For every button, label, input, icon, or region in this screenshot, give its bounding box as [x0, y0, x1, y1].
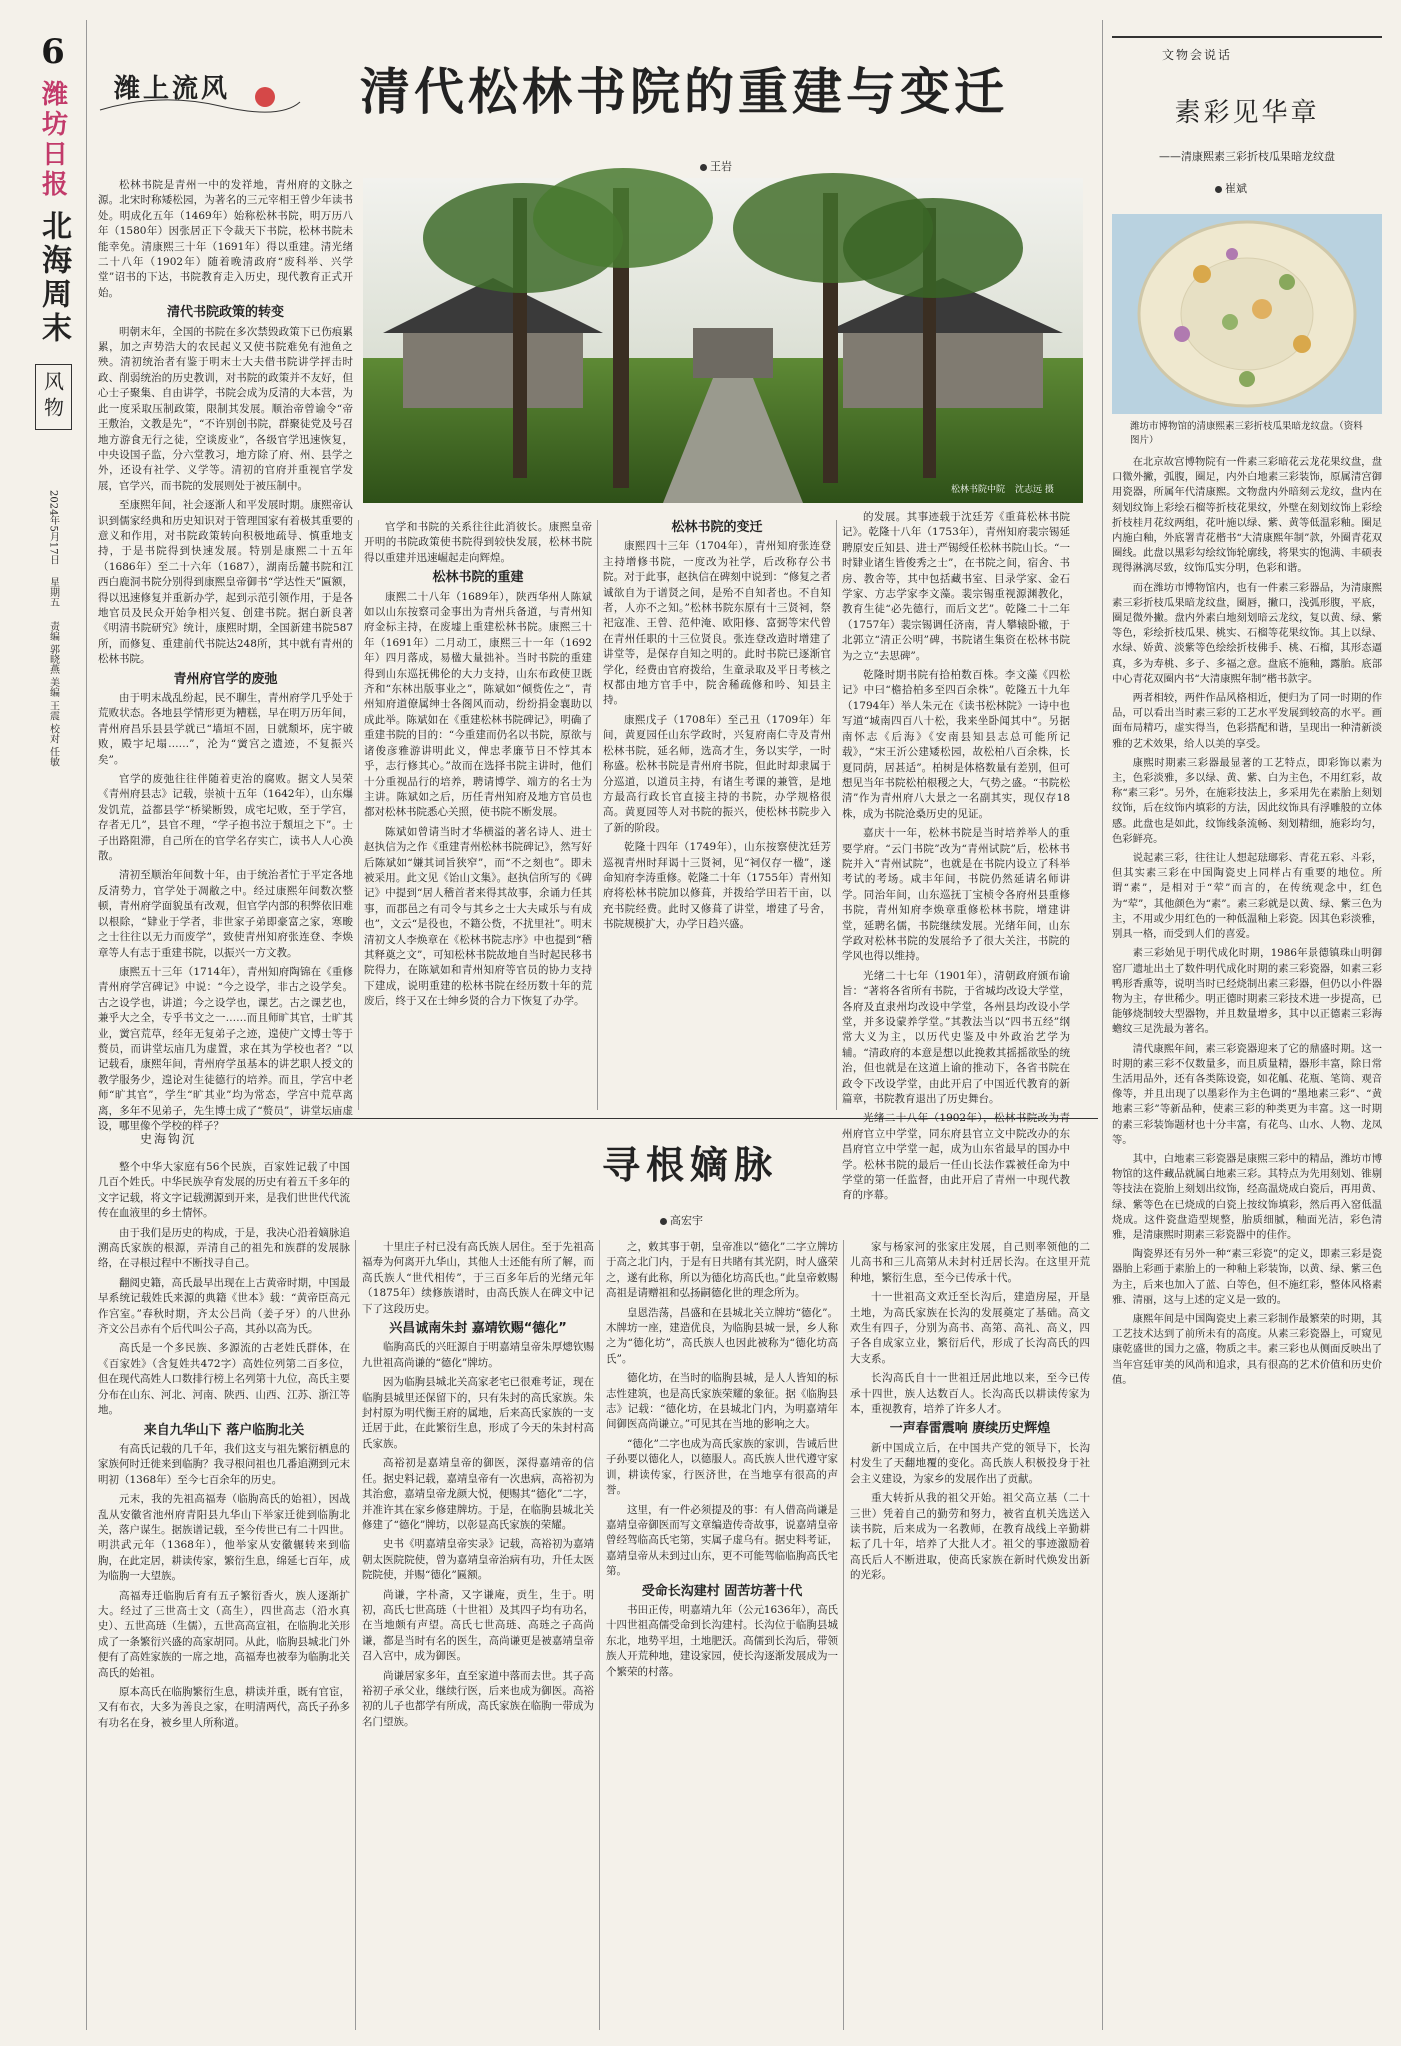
culture-author: 崔斌 [1225, 182, 1247, 195]
paragraph: 高福寿迁临朐后育有五子繁衍香火，族人逐渐扩大。经过了三世高士文（高生），四世高志（沿水真史）、五世高琏（生儒），五世高高宣祖，在临朐北关形成了一条繁衍兴盛的高家胡同。从此，临朐县城北门外便有了高姓家族的一席之地，高福寿也被奉为临朐北关高氏的始祖。 [98, 1589, 350, 1679]
paper-name: 潍坊日报 [37, 80, 68, 200]
bottom-article-divider [98, 1118, 1098, 1119]
paragraph: 康熙年间是中国陶瓷史上素三彩制作最繁荣的时期，其工艺技术达到了前所未有的高度。从素三彩瓷器上，可窥见康乾盛世的国力之盛，物质之丰。素三彩也从侧面反映出了当年宫廷审美的风尚和追求，具有很高的艺术价值和历史价值。 [1112, 1312, 1382, 1386]
section-title-newera: 一声春雷震响 赓续历史辉煌 [889, 1421, 1051, 1437]
paragraph: 元末，我的先祖高福寿（临朐高氏的始祖），因战乱从安徽省池州府青阳县九华山下举家迁徙到临朐北关，落户谋生。据族谱记载，至今传世已有二十四世。明洪武元年（1368年），他举家从安徽辗转来到临朐，在此定居，耕读传家，繁衍生息，绵延七百年，成为临朐一大望族。 [98, 1493, 350, 1583]
paragraph: 康熙四十三年（1704年），青州知府张连登主持增修书院，一度改为社学，后改称存公书院。对于此事，赵执信在碑刻中说到：“修复之者诚欲自为于谱贤之间，是殆不自知者也。不自知者，人亦不之知。”松林书院东原有十三贤祠，祭祀寇准、王曾、范仲淹、欧阳修、富弼等宋代曾在青州任职的十三位贤良。张连登改造时增建了讲堂等，是保存自知之明的。此时书院已逐渐官学化，经费由官府拨给，生童录取及平日考核之权都由地方官手中，院舍稀疏修和吟、知县主持。 [603, 540, 831, 707]
paragraph: 嘉庆十一年，松林书院是当时培养举人的重要学府。“云门书院”改为“青州试院”后，松林书院并入“青州试院”，也就是在书院内设立了科举考试的考场。咸丰年间，书院仍然延请名师讲学。同治年间，山东巡抚丁宝桢令各府州县重修书院，青州知府李焕章重修松林书院，增建讲堂，延聘名儒，书院继续发展。光绪年间，山东学政对松林书院的发展给予了很大关注，书院的学风也得以维持。 [842, 827, 1070, 963]
paragraph: 陶瓷界还有另外一种“素三彩瓷”的定义，即素三彩是瓷器胎上彩画于素胎上的一种釉上彩装饰，以黄、绿、紫三色为主，后来也加入了蓝、白等色，但不施红彩，整体风格素雅、清丽，这与上述的定义是一致的。 [1112, 1248, 1382, 1306]
main-article-col-2 [364, 520, 592, 1110]
paragraph: 皇恩浩荡，昌盛和在县城北关立牌坊“德化”。木牌坊一座，建造优良，为临朐县城一景，乡人称之为“德化坊”，高氏族人也因此被称为“德化坊高氏”。 [606, 1306, 838, 1365]
history-col-3 [606, 1240, 838, 2030]
paragraph: 说起素三彩，往往让人想起琺瑯彩、青花五彩、斗彩，但其实素三彩在中国陶瓷史上同样占有重要的地位。所谓“素”，是相对于“荤”而言的，在传统观念中，红色为“荤”，其他颜色为“素”。素三彩就是以黄、绿、紫三色为主，不用或少用红色的一种低温釉上彩瓷。因其色彩淡雅，别具一格，而受到人们的喜爱。 [1112, 852, 1382, 941]
culture-tag-text: 文物会说话 [1162, 48, 1233, 62]
paragraph: 由于明末战乱纷起，民不聊生，青州府学几乎处于荒败状态。各地县学情形更为糟糕，早在明万历年间，青州府昌乐县县学就已“墙垣不固，日就颓坏，庑宇破败，殿宇圮塌……”，沦为“黉宫之遗迹，不复振兴矣”。 [98, 692, 353, 766]
paragraph: 重大转折从我的祖父开始。祖父高立基（二十三世）凭着自己的勤劳和努力，被省直机关选送入读书院，后来成为一名教师，在教育战线上辛勤耕耘了几十年，培养了大批人才。祖父的事迹激励着高氏后人不断进取，使高氏家族在新时代焕发出新的光彩。 [850, 1492, 1090, 1582]
page-number: 6 [41, 32, 65, 72]
photo-caption: 松林书院中院 [951, 485, 1006, 495]
author-bullet-icon [660, 1218, 667, 1225]
paragraph: 的发展。其事迹载于沈廷芳《重葺松林书院记》。乾隆十八年（1753年），青州知府裴宗锡延聘原安丘知县、进士严锡绶任松林书院山长。“一时肄业诸生皆俊秀之士”，在书院之间，宿舍、书房、教舍等，其中包括藏书室、目录学家、金石学家、方志学家李文藻。裴宗锡重视源渊教化，教育生徒“必先德行，而后文艺”。乾隆二十二年（1757年）裴宗锡调任济南，青人攀辕卧辙，于北郭立“清正公明”碑，书院诸生集资在松林书院为之立“去思碑”。 [842, 511, 1070, 662]
paragraph: 书田正传，明嘉靖九年（公元1636年），高氏十四世祖高儒受命到长沟建村。长沟位于临朐县城东北，地势平坦，土地肥沃。高儒到长沟后，带领族人开荒种地，建设家园，使长沟逐渐发展成为一个繁荣的村落。 [606, 1603, 838, 1678]
history-title: 寻根嫡脉 [601, 1142, 778, 1187]
author-bullet-icon [1215, 186, 1222, 193]
paragraph: 在北京故宫博物院有一件素三彩暗花云龙花果纹盘，盘口微外撇，弧腹，圈足，内外白地素三彩装饰，原属清宫御用瓷器，所属年代清康熙。文物盘内外暗刻云龙纹，盘内在刻划纹饰上彩绘石榴等折枝花果纹，外壁在刻划纹饰上彩绘折枝桂月花纹两组，花叶施以绿、紫、黄等低温彩釉。圈足内施白釉，外底署青花楷书“大清康熙年制”款，外圈青花双圈线。此盘以黑彩勾绘纹饰轮廓线，将果实的饱满、丰硕表现得淋漓尽致，纹饰瓜实分明，色彩和谐。 [1112, 456, 1382, 575]
paragraph: 官学的废弛往往伴随着吏治的腐败。据文人吴荣《青州府县志》记载，崇祯十五年（1642年），山东爆发饥荒，益都县学“桥梁断毁，成宅圮败，至于学宫，存者无几”，县官不理，“学子抱书泣于颓垣之下”。士子出路阻滞，自己所在的官学名存实亡，读书人人心涣散。 [98, 773, 353, 863]
main-article-byline [700, 158, 732, 174]
culture-article-body [1112, 455, 1382, 2025]
column-divider [597, 520, 598, 1110]
paragraph: 康熙五十三年（1714年），青州知府陶锦在《重修青州府学宫碑记》中说：“今之设学，非古之设学矣。古之设学也，讲道；今之设学也，课艺。古之课艺也，兼乎大之全，专乎书文之一……而且师旷其官，士旷其业，黉宫荒草，经年无复弟子之迹，遑使广文博士等于赘员，而讲堂坛庙几为虚置，求在其为学校也者？”以记载看，康熙年间，青州府学虽基本的讲艺职人授文的教学服务少，遑论对生徒德行的培养。而且，学宫中老师“旷其官”，学生“旷其业”均为常态，学宫中荒草离离，多年不见弟子，先生博士成了“赘员”，讲堂坛庙虚设，哪里像个学校的样子？ [98, 965, 353, 1132]
paragraph: 尚谦居家多年，直至家道中落而去世。其子高裕初子承父业，继续行医，后来也成为御医。高裕初的儿子也都学有所成，高氏家族在临朐一带成为名门望族。 [362, 1669, 594, 1728]
paragraph: 十一世祖高文欢迁至长沟后，建造房屋，开垦土地，为高氏家族在长沟的发展奠定了基础。高文欢生有四子，分别为高书、高第、高礼、高义，四子各自成家立业，繁衍后代，形成了长沟高氏的四大支系。 [850, 1291, 1090, 1365]
paragraph: 德化坊，在当时的临朐县城，是人人皆知的标志性建筑，也是高氏家族荣耀的象征。据《临朐县志》记载：“德化坊，在县城北门内，为明嘉靖年间御医高尚谦立。”可见其在当地的影响之大。 [606, 1372, 838, 1431]
history-tag [140, 1128, 196, 1147]
paragraph: 康熙二十八年（1689年），陕西华州人陈斌如以山东按察司金事出为青州兵备道，与青州知府金标主持，在废墟上重建松林书院。康熙三十年（1691年）二月动工，康熙三十一年（1692年）四月落成，易楹大量拙补。当时书院的重建得到山东巡抚佛伦的大力支持，山东布政使卫既齐和“东林出版事业之”，陈斌如“倾赀佐之”，青州知府道僚属绅士各阁风而动，纷纷捐金襄助以成此举。陈斌如在《重建松林书院碑记》，明确了重建书院的目的：“今重建而仍名以书院，原欲与诸俊彦雅游讲明此义，俾忠孝廉节日不悖其本乎，志行修其心。”故而在选择书院主讲时，他们十分重视品行的培养，聘请博学、端方的名士为主讲。陈斌如之后，历任青州知府及地方官员也都对松林书院悉心关照，使书院不断发展。 [364, 590, 592, 819]
paragraph: 光绪二十八年（1902年），松林书院改为青州府官立中学堂，同东府县官立文中院改办的东昌府官立中学堂一起，成为山东省最早的国办中学。松林书院的最后一任山长法作霖被任命为中学堂的第一任监督，由此开启了青州一中现代教育的序幕。 [842, 1112, 1070, 1202]
paragraph: 清代康熙年间，素三彩瓷器迎来了它的鼎盛时期。这一时期的素三彩不仅数量多，而且质量精，器形丰富，除日常生活用品外，还有各类陈设瓷，如花觚、花瓶、笔筒、观音像等，并且出现了以墨彩作为主色调的“墨地素三彩”、“黄地素三彩”等新品种，使素三彩的种类更为丰富。这一时期的素三彩装饰题材也十分丰富，有花鸟、山水、人物、龙凤等。 [1112, 1042, 1382, 1146]
history-col-1 [98, 1160, 350, 2030]
column-divider [355, 1240, 356, 2030]
culture-tag [1112, 36, 1382, 63]
paragraph: 高裕初是嘉靖皇帝的御医，深得嘉靖帝的信任。据史料记载，嘉靖皇帝有一次患病，高裕初为其治愈，嘉靖皇帝龙颜大悦，便赐其“德化”二字，并准许其在家乡修建牌坊。于是，在临朐县城北关修建了“德化”牌坊，以彰显高氏家族的荣耀。 [362, 1457, 594, 1531]
porcelain-photo-caption: 潍坊市博物馆的清康熙素三彩折枝瓜果暗龙纹盘。（资料图片） [1130, 421, 1363, 446]
section-title-rebuild: 松林书院的重建 [432, 570, 524, 586]
paragraph: 高氏是一个多民族、多源流的古老姓氏群体，在《百家姓》（含复姓共472字）高姓位列第二百多位，但在现代高姓人口数排行榜上名列第十九位，高氏主要分布在山东、河北、河南、陕西、山西、江苏、浙江等地。 [98, 1342, 350, 1417]
paragraph: 其中，白地素三彩瓷器是康熙三彩中的精品，潍坊市博物馆的这件藏品就属白地素三彩。其特点为先用刻划、锥剔等技法在瓷胎上刻划出纹饰，经高温烧成白瓷后，再用黄、绿、紫等色在已烧成的白瓷上按纹饰填彩，然后再入窑低温烧成。这件瓷盘造型规整，胎质细腻，釉面光洁，彩色清雅，是清康熙时期素三彩瓷器中的佳作。 [1112, 1152, 1382, 1241]
issue-weekday: 星期五 [47, 576, 59, 607]
supplement-name: 北海周末 [36, 210, 71, 346]
paragraph: 因为临朐县城北关高家老宅已很难考证，现在临朐县城里还保留下的，只有朱封的高氏家族。朱封村原为明代衡王府的属地，后来高氏家族的一支迁居于此，在此繁衍生息，形成了今天的朱封村高氏家族。 [362, 1376, 594, 1450]
paragraph: 史书《明嘉靖皇帝实录》记载，高裕初为嘉靖朝太医院院使，曾为嘉靖皇帝治病有功，升任太医院院使，并赐“德化”匾额。 [362, 1538, 594, 1582]
paragraph: “德化”二字也成为高氏家族的家训，告诫后世子孙要以德化人，以德服人。高氏族人世代遵守家训，耕读传家，行医济世，在当地享有很高的声誉。 [606, 1437, 838, 1497]
paragraph: 家与杨家河的张家庄发展，自己则率领他的二儿高书和三儿高第从未封村迁居长沟。在这里开荒种地，繁衍生息，至今已传承十代。 [850, 1241, 1090, 1284]
porcelain-plate-art [1112, 214, 1382, 414]
column-divider [836, 520, 837, 1110]
history-byline [660, 1212, 703, 1228]
paragraph: 十里庄子村已没有高氏族人居住。至于先祖高福寿为何离开九华山，其他人士还能有所了解，而高氏族人“世代相传”，于三百多年后的光绪元年（1875年）续修族谱时，由高氏族人在碑文中记下了这段历史。 [362, 1241, 594, 1315]
paragraph: 而在潍坊市博物馆内，也有一件素三彩器品，为清康熙素三彩折枝瓜果暗龙纹盘，圈唇，撇口，浅弧形腹，平底，圈足微外撇。盘内外素白地刻划暗云龙纹，复以黄、绿、紫等色，彩绘折枝瓜果、桃实、石榴等花果纹饰。其上以绿、水绿、娇黄、淡紫等色绘绘折枝佛手、桃、石榴，其形态逼真，多为寿桃、多子、多福之意。盘底不施釉，露胎。底部中心青花双圈内书“大清康熙年制”楷书款字。 [1112, 581, 1382, 685]
paragraph: 整个中华大家庭有56个民族，百家姓记载了中国几百个姓氏。中华民族孕育发展的历史有着五千多年的文字记载，将文字记载溯源到开来，是我们世世代代流传在血液里的乡土情怀。 [98, 1161, 350, 1220]
section-title-changgou: 受命长沟建村 固苦坊著十代 [641, 1583, 803, 1599]
author-bullet-icon [700, 164, 707, 171]
main-article-col-3 [603, 520, 831, 1110]
masthead [28, 32, 78, 766]
paragraph: 尚谦，字朴斋，又字谦庵，贡生，生于。明初，高氏七世高琏（十世祖）及其四子均有功名，在当地颇有声望。高氏七世高琏、高琏之子高尚谦，都是当时有名的医生，高尚谦更是被嘉靖皇帝召入宫中，成为御医。 [362, 1588, 594, 1663]
main-article-col-4 [842, 510, 1070, 1202]
column-divider [843, 1240, 844, 2030]
main-article-intro: 松林书院是青州一中的发祥地，青州府的文脉之源。北宋时称矮松园，为著名的三元宰相王曾少年读书处。明成化五年（1469年）始称松林书院，明万历八年（1580年）因张居正下令裁天下书院，松林书院未能幸免。清康熙三十年（1691年）得以重建。清光绪二十八年（1902年）随着晚清政府“废科举、兴学堂”诏书的下达，书院教育走入历史，现代教育正式开始。 [98, 179, 353, 299]
paragraph: 有高氏记载的几千年，我们这支与祖先繁衍栖息的家族何时迁徙来到临朐？我寻根问祖也几番追溯到元末明初（1368年）至今七百余年的历史。 [98, 1442, 350, 1486]
paragraph: 官学和书院的关系往往此消彼长。康熙皇帝开明的书院政策使书院得到较快发展，松林书院得以重建并迅速崛起走向辉煌。 [364, 521, 592, 564]
paragraph: 清初至顺治年间数十年，由于统治者忙于平定各地反清势力，官学处于凋敝之中。经过康熙年间数次整顿，青州府学面貌虽有改观，但官学内部的积弊依旧难以根除，“肄业于学者，非世家子弟即豪富之家，寒畯之士往往以无力而废学”，致使青州知府张连登、李焕章等人有志于重建书院，以振兴一方文教。 [98, 869, 353, 959]
paragraph: 陈斌如曾请当时才华横溢的著名诗人、进士赵执信为之作《重建青州松林书院碑记》，然写好后陈斌如“嫌其词旨狭窄”，而“不之刻也”。即未被采用。此文见《饴山文集》。赵执信所写的《碑记》中提到“居人稽首者来得其故事，余诵力任其事，而郡邑之有司令与其乡之士大夫咸乐与有成也”，文云“是役也，不籍公赀，不扰里社”。明末清初文人李焕章在《松林书院志序》中也提到“稽其释奠之文”，可知松林书院故地自当时起民移书院得力，在陈斌如和青州知府等官员的协力支持下建成，说明重建的松林书院在经历数十年的荒废后，终于又在士绅乡贤的合力下恢复了办学。 [364, 825, 592, 1008]
courtyard-photo-art [363, 178, 1083, 503]
paragraph: 翻阅史籍，高氏最早出现在上古黄帝时期，中国最早系统记载姓氏来源的典籍《世本》载：“黄帝臣高元作宫室。”春秋时期，齐太公吕尚（姜子牙）的八世孙齐文公吕赤有个后代叫公子高，其孙以高为氏。 [98, 1276, 350, 1336]
paragraph: 明朝末年，全国的书院在多次禁毁政策下已伤痕累累，加之声势浩大的农民起义又使书院难免有池鱼之殃。清初统治者有鉴于明末士大夫借书院讲学抨击时政、削弱统治的历史教训，对书院的政策并不友好，但心士子聚集、自由讲学，书院会成为反清的大本营，为此一度采取压制政策，限制其发展。顺治帝曾谕令“帝王敷治，文教是先”，“不许别创书院，群聚徒党及号召地方游食无行之徒，空谈废业”，各级官学迅速恢复，中央设国子监，分六堂教习，地方除了府、州、县学之外，还设有社学、义学等。清初的官府并重视官学发展，官学兴，而书院的发展则处于被压制中。 [98, 325, 353, 492]
paragraph: 光绪二十七年（1901年），清朝政府颁布谕旨：“著将各省所有书院，于省城均改设大学堂，各府及直隶州均改设中学堂，各州县均改设小学堂，并多设蒙养学堂。”其教法当以“四书五经”纲常大义为主，以历代史鉴及中外政治艺学为辅。“清政府的本意是想以此挽救其摇摇欲坠的统治，但也就是在这道上谕的推动下，各省书院在政令下改设学堂，由此开启了中国近代教育的新篇章，书院教育退出了历史舞台。 [842, 969, 1070, 1106]
history-tag-text: 史海钩沉 [140, 1132, 197, 1146]
paragraph: 康熙时期素三彩器最显著的工艺特点，即彩饰以素为主，色彩淡雅，多以绿、黄、紫、白为主色，不用红彩，故称“素三彩”。另外，在施彩技法上，多采用先在素胎上刻划纹饰，后在纹饰内填彩的方法，因此纹饰具有浮雕般的立体感。此盘也是如此，纹饰线条流畅、刻划精细，施彩均匀，色彩鲜亮。 [1112, 756, 1382, 845]
photo-credit: 沈志远 摄 [1015, 485, 1054, 495]
main-article-author: 王岩 [710, 160, 732, 173]
masthead-divider [86, 20, 87, 2030]
history-author: 高宏宇 [670, 1214, 703, 1227]
paragraph: 原本高氏在临朐繁衍生息，耕读并重，既有官宦，又有布衣，大多为善良之家，在明清两代，高氏子孙多有功名在身，被乡里人所称道。 [98, 1686, 350, 1729]
section-title-dehua: 兴昌诚南朱封 嘉靖钦赐“德化” [389, 1321, 567, 1337]
paragraph: 由于我们是历史的构成，于是，我决心沿着嫡脉追溯高氏家族的根源，弄清自己的祖先和族群的发展脉络，在寻根过程中不断找寻自己。 [98, 1226, 350, 1270]
paragraph: 临朐高氏的兴旺源自于明嘉靖皇帝朱厚熜钦赐九世祖高尚谦的“德化”牌坊。 [362, 1341, 594, 1369]
column-logo [100, 62, 300, 122]
column-divider [358, 520, 359, 1110]
section-title-changes: 松林书院的变迁 [671, 520, 763, 535]
porcelain-plate-photo [1112, 214, 1382, 414]
main-article-col-1 [98, 178, 353, 1132]
paragraph: 乾隆十四年（1749年），山东按察使沈廷芳巡视青州时拜谒十三贤祠，见“祠仅存一楹”，遂命知府李涛重修。乾隆二十年（1755年）青州知府将松林书院加以修葺，并拨给学田若干亩，以充书院经费。此时又修葺了讲堂，增建了号舍，书院规模扩大，办学日趋兴盛。 [603, 841, 831, 931]
paragraph: 乾隆时期书院有拾柏数百株。李文藻《四松记》中曰“檐拾柏多至四百余株”。乾隆五十九年（1794年）举人朱元在《读书松林院》一诗中也写道“城南四百八十松，我来坐卧闻其中”。另据南怀志《后海》《安南县知县志总可能所记载》，“宋王沂公建矮松园，故松柏八百余株，长夏同荫，居甚适”。柏树是体格数量有差别，但可想见当年书院松柏根稷之大，气势之盛。“书院松清”作为青州府八大景之一名副其实，现仅存18株，成为书院沧桑历史的见证。 [842, 669, 1070, 820]
paragraph: 康熙戊子（1708年）至己丑（1709年）年间，黄夏园任山东学政时，兴复府南仁寺及青州松林书院，延名师，选高才生，务以实学，一时称盛。松林书院是青州府书院，但此时却隶属于分巡道，以道员主持，有诸生考课的兼管，是地方最高行政长官直接主持的书院，办学规格很高。黄夏园等人对书院的振兴，使松林书院步入了新的阶段。 [603, 713, 831, 834]
column-divider [599, 1240, 600, 2030]
paragraph: 之，敕其事于朝，皇帝准以“德化”二字立牌坊于高之北门内，于是有日共睹有其光阴，时人盛荣之，遂有此称，所以为德化坊高氏也。”此皇帝敕赐高祖是请赠祖和弘扬嗣德化世的理念所为。 [606, 1241, 838, 1300]
section-title-policy: 清代书院政策的转变 [166, 305, 284, 321]
paragraph: 这里，有一件必须提及的事：有人借高尚谦是嘉靖皇帝御医而写文章编造传奇故事，说嘉靖皇帝曾经驾临高氏宅第，实属子虚乌有。据史料考证，嘉靖皇帝从未到过山东，更不可能驾临临朐高氏宅第。 [606, 1503, 838, 1578]
section-name: 风物 [35, 364, 72, 430]
paragraph: 两者相较，两件作品风格相近，便归为了同一时期的作品，可以看出当时素三彩的工艺水平发展到较高的水平。画面布局精巧，虚实得当，色彩搭配和谐，呈现出一种清新淡雅的艺术效果，给人以美的享受。 [1112, 692, 1382, 750]
main-article-title: 清代松林书院的重建与变迁 [360, 62, 1008, 121]
history-col-4 [850, 1240, 1090, 2030]
column-logo-text: 潍上流风 [114, 74, 231, 104]
history-col-2 [362, 1240, 594, 2030]
culture-title: 素彩见华章 [1174, 98, 1320, 128]
issue-date: 2024年5月17日 [47, 490, 59, 565]
paragraph: 长沟高氏自十一世祖迁居此地以来，至今已传承十四世，族人达数百人。长沟高氏以耕读传家为本，重视教育，培养了许多人才。 [850, 1372, 1090, 1416]
section-title-origin: 来自九华山下 落户临朐北关 [143, 1422, 305, 1438]
editor-credits: 责编 郭晓燕 美编 王震 校对 任敏 [47, 620, 59, 767]
paragraph: 新中国成立后，在中国共产党的领导下，长沟村发生了天翻地覆的变化。高氏族人积极投身于社会主义建设，为家乡的发展作出了贡献。 [850, 1441, 1090, 1485]
culture-subtitle: ——清康熙素三彩折枝瓜果暗龙纹盘 [1159, 150, 1335, 163]
paragraph: 至康熙年间，社会逐渐人和平发展时期。康熙帝认识到儒家经典和历史知识对于管理国家有着极其重要的意义和作用，对书院政策转向积极地疏导、慎重地支持，于是书院得到快速发展。特别是康熙二十五年（1686年）至二十六年（1687），湖南岳麓书院和江西白鹿洞书院分别得到康熙皇帝御书“学达性天”匾额，得以迅速修复并重新办学，起到示范引领作用，于是各地官员及民众开始争相兴复、创建书院。据白新良著《明清书院研究》统计，康熙时期，全国新建书院587所，而修复、重建前代书院达248所，其中就有青州的松林书院。 [98, 499, 353, 666]
main-article-photo [363, 178, 1083, 503]
section-title-decline: 青州府官学的废弛 [173, 671, 278, 687]
right-column-divider [1102, 20, 1103, 2030]
paragraph: 素三彩始见于明代成化时期，1986年景德镇珠山明御窑厂遗址出土了数件明代成化时期的素三彩瓷器，如素三彩鸭形香熏等，说明当时已经烧制出素三彩器，但仍以小件器物为主，存世稀少。明正德时期素三彩技术进一步提高，已能够烧制较大型器物，并且数量增多，其中以正德素三彩海蟾纹三足洗最为著名。 [1112, 947, 1382, 1036]
culture-byline [1215, 180, 1247, 196]
